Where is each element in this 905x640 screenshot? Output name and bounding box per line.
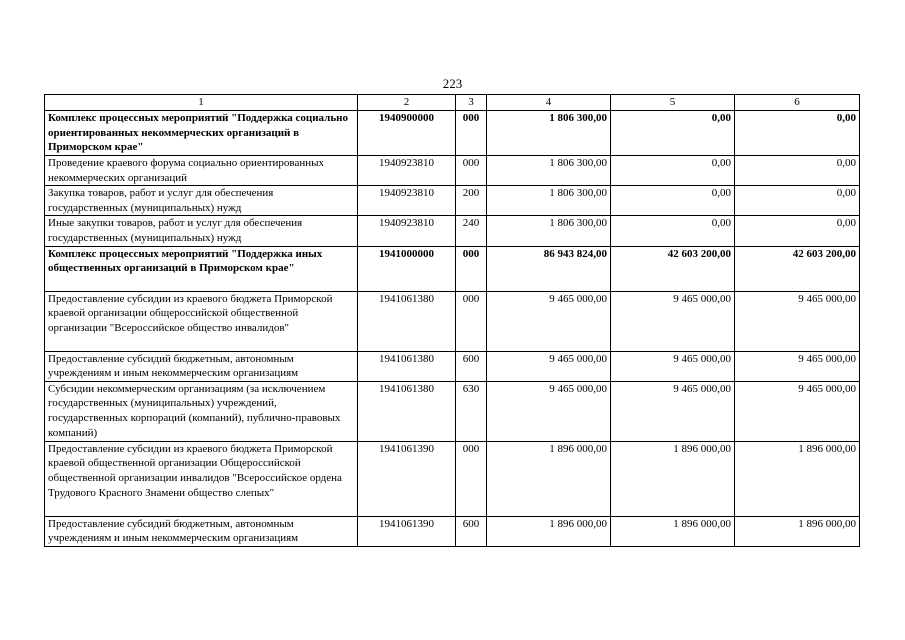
expense-type-code: 000: [456, 291, 487, 351]
table-row: [45, 516, 860, 546]
amount-col-4: 1 896 000,00: [487, 516, 611, 546]
expense-type-code: 000: [456, 156, 487, 186]
target-article-code: 1941061390: [358, 516, 456, 546]
target-article-code: 1941061380: [358, 381, 456, 441]
table-row: [45, 291, 860, 351]
amount-col-5: 0,00: [611, 156, 735, 186]
expense-type-code: 630: [456, 381, 487, 441]
row-name: Предоставление субсидий бюджетным, автономным учреждениям и иным некоммерческим организациям: [45, 351, 358, 381]
target-article-code: 1940923810: [358, 186, 456, 216]
amount-col-5: 9 465 000,00: [611, 351, 735, 381]
target-article-code: 1940923810: [358, 216, 456, 246]
amount-col-6: 0,00: [735, 216, 860, 246]
column-number: 4: [487, 95, 611, 111]
expense-type-code: 600: [456, 516, 487, 546]
table-row: [45, 441, 860, 516]
amount-col-5: 0,00: [611, 111, 735, 156]
table-row: [45, 186, 860, 216]
target-article-code: 1940923810: [358, 156, 456, 186]
target-article-code: 1940900000: [358, 111, 456, 156]
page-number: 223: [442, 76, 463, 91]
amount-col-5: 0,00: [611, 186, 735, 216]
amount-col-6: 1 896 000,00: [735, 441, 860, 516]
amount-col-6: 1 896 000,00: [735, 516, 860, 546]
budget-table: [44, 94, 860, 547]
amount-col-5: 0,00: [611, 216, 735, 246]
table-row: [45, 156, 860, 186]
amount-col-4: 1 806 300,00: [487, 186, 611, 216]
row-name: Закупка товаров, работ и услуг для обеспечения государственных (муниципальных) нужд: [45, 186, 358, 216]
amount-col-5: 42 603 200,00: [611, 246, 735, 291]
amount-col-6: 0,00: [735, 186, 860, 216]
target-article-code: 1941061380: [358, 291, 456, 351]
amount-col-4: 1 806 300,00: [487, 156, 611, 186]
column-number: 5: [611, 95, 735, 111]
amount-col-6: 0,00: [735, 111, 860, 156]
row-name: Иные закупки товаров, работ и услуг для обеспечения государственных (муниципальных) нужд: [45, 216, 358, 246]
table-row: [45, 111, 860, 156]
row-name: Комплекс процессных мероприятий "Поддержка иных общественных организаций в Приморском крае": [45, 246, 358, 291]
target-article-code: 1941061390: [358, 441, 456, 516]
table-row: [45, 351, 860, 381]
amount-col-6: 9 465 000,00: [735, 381, 860, 441]
amount-col-4: 9 465 000,00: [487, 351, 611, 381]
amount-col-6: 0,00: [735, 156, 860, 186]
row-name: Предоставление субсидии из краевого бюджета Приморской краевой общественной организации Общероссийской общественной организации инвалидов "Всероссийское ордена Трудового Красного Знамени общество слепых": [45, 441, 358, 516]
amount-col-6: 9 465 000,00: [735, 351, 860, 381]
column-number: 6: [735, 95, 860, 111]
amount-col-4: 1 806 300,00: [487, 111, 611, 156]
amount-col-5: 1 896 000,00: [611, 516, 735, 546]
expense-type-code: 600: [456, 351, 487, 381]
expense-type-code: 000: [456, 111, 487, 156]
expense-type-code: 240: [456, 216, 487, 246]
amount-col-6: 9 465 000,00: [735, 291, 860, 351]
amount-col-5: 9 465 000,00: [611, 381, 735, 441]
amount-col-4: 1 896 000,00: [487, 441, 611, 516]
column-number-row: [45, 95, 860, 111]
amount-col-4: 1 806 300,00: [487, 216, 611, 246]
amount-col-4: 86 943 824,00: [487, 246, 611, 291]
row-name: Проведение краевого форума социально ориентированных некоммерческих организаций: [45, 156, 358, 186]
row-name: Предоставление субсидий бюджетным, автономным учреждениям и иным некоммерческим организациям: [45, 516, 358, 546]
row-name: Предоставление субсидии из краевого бюджета Приморской краевой организации общероссийской общественной организации "Всероссийское общество инвалидов": [45, 291, 358, 351]
amount-col-6: 42 603 200,00: [735, 246, 860, 291]
amount-col-5: 9 465 000,00: [611, 291, 735, 351]
column-number: 2: [358, 95, 456, 111]
target-article-code: 1941061380: [358, 351, 456, 381]
amount-col-4: 9 465 000,00: [487, 381, 611, 441]
amount-col-5: 1 896 000,00: [611, 441, 735, 516]
expense-type-code: 200: [456, 186, 487, 216]
expense-type-code: 000: [456, 246, 487, 291]
table-row: [45, 381, 860, 441]
expense-type-code: 000: [456, 441, 487, 516]
column-number: 1: [45, 95, 358, 111]
table-row: [45, 216, 860, 246]
row-name: Комплекс процессных мероприятий "Поддержка социально ориентированных некоммерческих организаций в Приморском крае": [45, 111, 358, 156]
column-number: 3: [456, 95, 487, 111]
table-row: [45, 246, 860, 291]
row-name: Субсидии некоммерческим организациям (за исключением государственных (муниципальных) учреждений, государственных корпораций (компаний), публично-правовых компаний): [45, 381, 358, 441]
amount-col-4: 9 465 000,00: [487, 291, 611, 351]
target-article-code: 1941000000: [358, 246, 456, 291]
